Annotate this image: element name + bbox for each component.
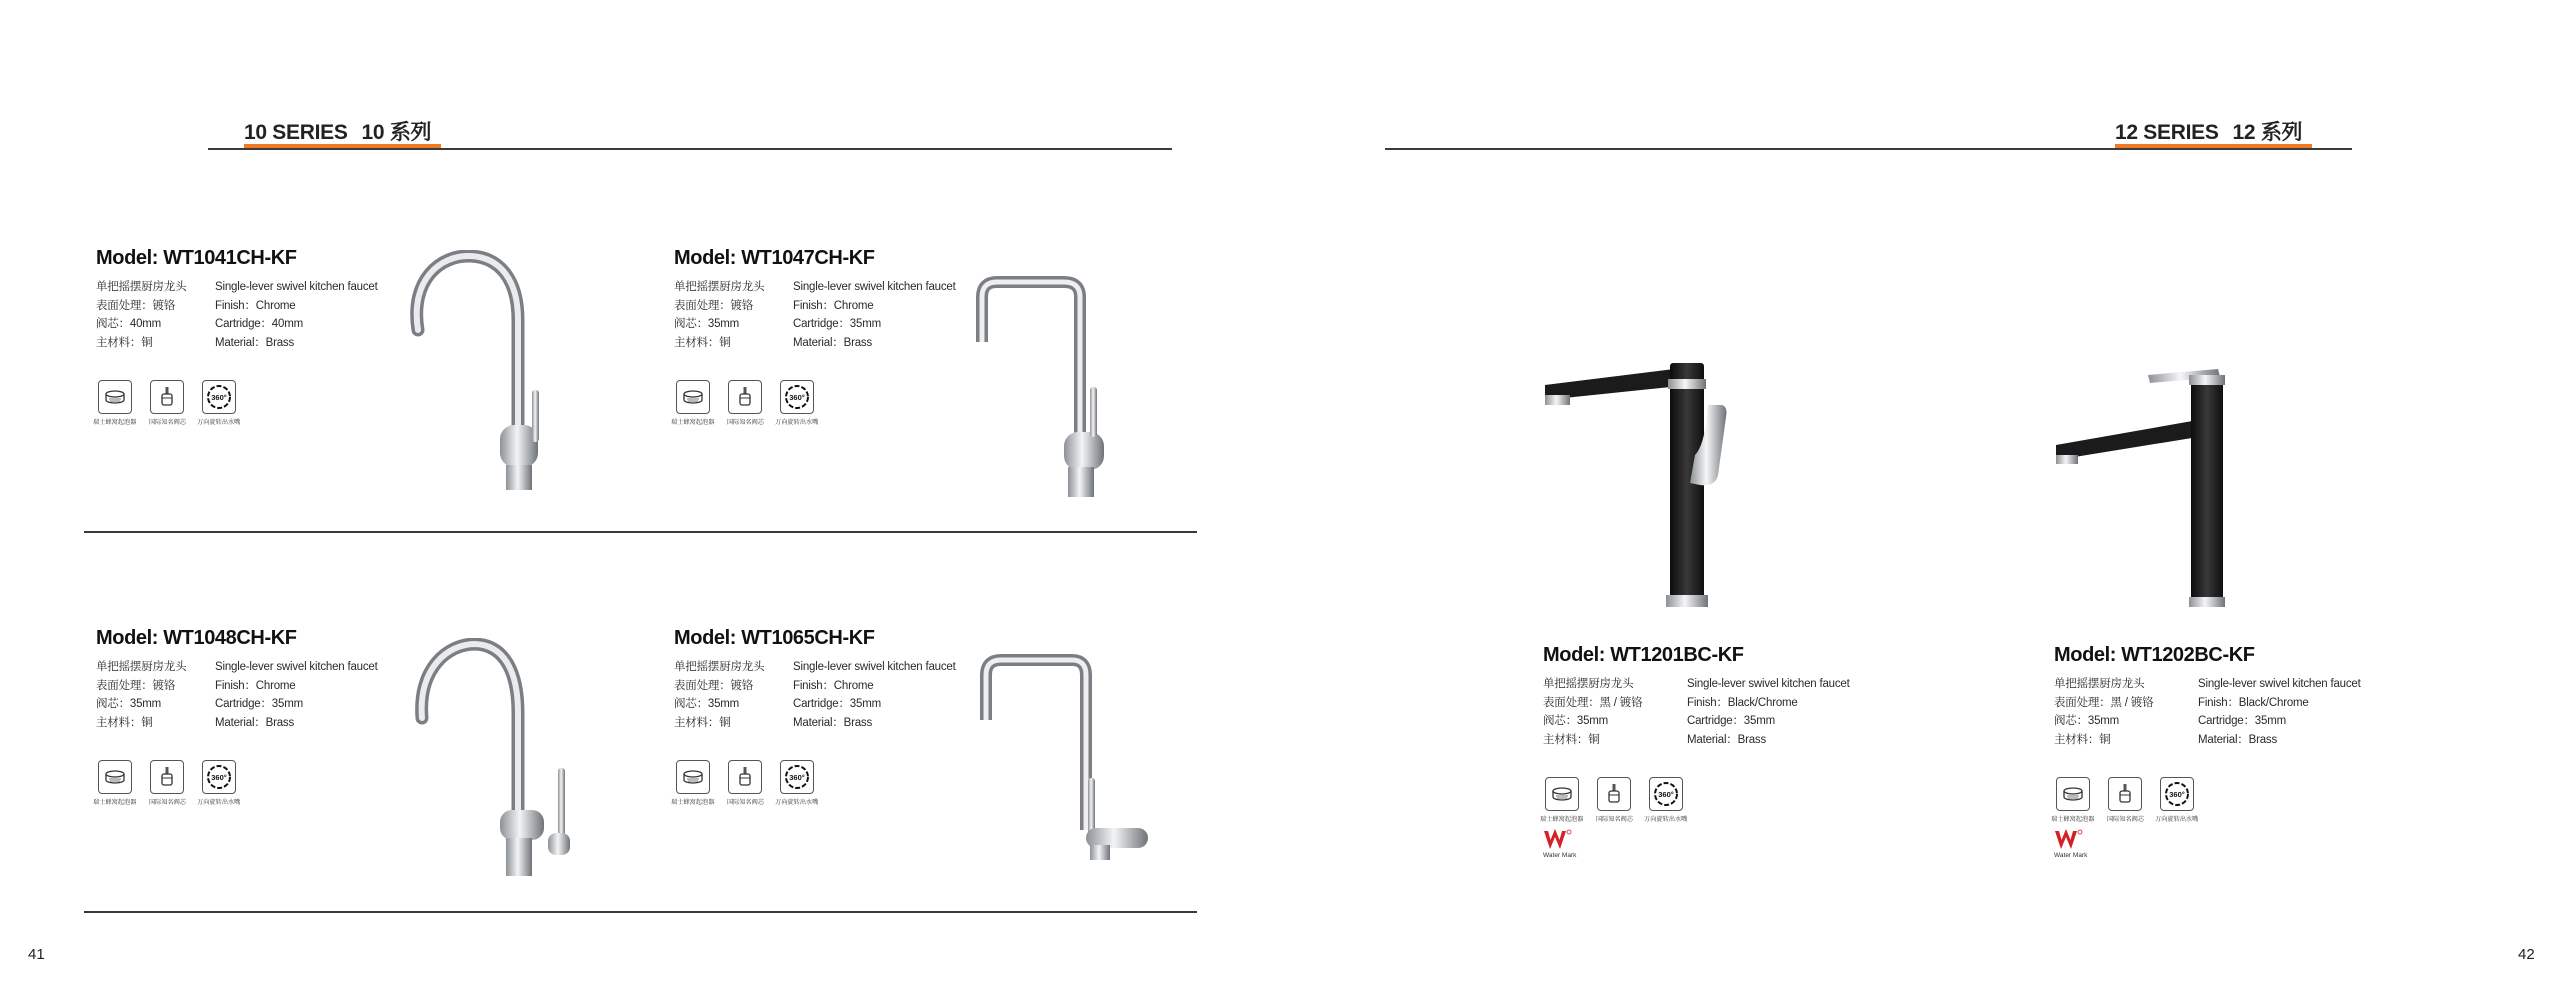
aerator-icon xyxy=(1545,777,1579,811)
svg-text:360°: 360° xyxy=(211,393,227,402)
right-series-label: 12 SERIES xyxy=(2115,121,2219,144)
feature-cartridge xyxy=(2106,777,2144,823)
feature-cartridge xyxy=(726,760,764,806)
feature-caption: 万向旋转出水嘴 xyxy=(775,799,819,806)
svg-text:360°: 360° xyxy=(789,773,805,782)
feature-caption: 国际知名阀芯 xyxy=(148,419,186,426)
feature-rotation xyxy=(197,380,241,426)
svg-text:360°: 360° xyxy=(1658,790,1674,799)
feature-caption: 万向旋转出水嘴 xyxy=(2155,816,2199,823)
model-title: Model: WT1047CH-KF xyxy=(674,247,875,269)
spec-cn-list xyxy=(674,658,793,732)
feature-rotation xyxy=(197,760,241,806)
feature-rotation xyxy=(775,760,819,806)
spec-en-line: Material：Brass xyxy=(793,336,872,349)
spec-en-line: Single-lever swivel kitchen faucet xyxy=(2198,678,2361,690)
feature-caption: 瑞士蜂窝起泡器 xyxy=(671,799,715,806)
spec-en-list xyxy=(793,658,956,732)
feature-caption: 国际知名阀芯 xyxy=(148,799,186,806)
spec-cn-list xyxy=(96,658,215,732)
right-series-cn: 12 系列 xyxy=(2232,121,2303,144)
svg-text:360°: 360° xyxy=(2169,790,2185,799)
spec-en-line: Material：Brass xyxy=(215,716,294,729)
left-series-label: 10 SERIES xyxy=(244,121,348,144)
rotation-360-icon xyxy=(2160,777,2194,811)
rotation-360-icon xyxy=(780,380,814,414)
left-series-heading xyxy=(244,116,431,146)
rotation-360-icon xyxy=(1649,777,1683,811)
feature-rotation xyxy=(2155,777,2199,823)
spec-en-list xyxy=(215,278,378,352)
spec-en-line: Finish：Chrome xyxy=(793,679,874,692)
feature-cartridge xyxy=(1595,777,1633,823)
feature-icons xyxy=(93,760,378,806)
cartridge-icon xyxy=(150,760,184,794)
feature-aerator xyxy=(671,380,715,426)
spec-en-line: Cartridge：40mm xyxy=(215,318,303,330)
faucet-image-wt1048 xyxy=(410,638,590,888)
feature-rotation xyxy=(775,380,819,426)
spec-en-line: Cartridge：35mm xyxy=(2198,715,2286,727)
feature-caption: 万向旋转出水嘴 xyxy=(775,419,819,426)
cartridge-icon xyxy=(2108,777,2142,811)
feature-caption: 瑞士蜂窝起泡器 xyxy=(93,799,137,806)
model-title: Model: WT1202BC-KF xyxy=(2054,644,2255,666)
feature-cartridge xyxy=(726,380,764,426)
feature-aerator xyxy=(1540,777,1584,823)
spec-cn-line: 单把摇摆厨房龙头 xyxy=(96,281,187,293)
feature-caption: 瑞士蜂窝起泡器 xyxy=(2051,816,2095,823)
model-title: Model: WT1201BC-KF xyxy=(1543,644,1744,666)
feature-rotation xyxy=(1644,777,1688,823)
spec-en-line: Material：Brass xyxy=(2198,733,2277,746)
spec-cn-list xyxy=(2054,675,2198,749)
aerator-icon xyxy=(676,380,710,414)
spec-cn-line: 表面处理：黑 / 镀铬 xyxy=(2054,696,2154,709)
spec-cn-line: 主材料：铜 xyxy=(96,716,153,729)
left-series-cn: 10 系列 xyxy=(361,121,432,144)
spec-cn-line: 表面处理：镀铬 xyxy=(96,299,176,312)
feature-caption: 国际知名阀芯 xyxy=(2106,816,2144,823)
spec-cn-line: 单把摇摆厨房龙头 xyxy=(1543,678,1634,690)
feature-icons xyxy=(2051,777,2361,823)
spec-cn-line: 阀芯：35mm xyxy=(2054,715,2120,727)
spec-en-line: Single-lever swivel kitchen faucet xyxy=(1687,678,1850,690)
spec-cn-line: 单把摇摆厨房龙头 xyxy=(96,661,187,673)
right-series-heading xyxy=(2115,116,2302,146)
cartridge-icon xyxy=(1597,777,1631,811)
feature-aerator xyxy=(93,380,137,426)
cartridge-icon xyxy=(150,380,184,414)
watermark-logo xyxy=(2054,829,2361,859)
aerator-icon xyxy=(98,760,132,794)
feature-aerator xyxy=(93,760,137,806)
spec-en-line: Material：Brass xyxy=(1687,733,1766,746)
aerator-icon xyxy=(2056,777,2090,811)
left-bottom-rule xyxy=(84,911,1197,913)
feature-caption: 万向旋转出水嘴 xyxy=(1644,816,1688,823)
feature-caption: 瑞士蜂窝起泡器 xyxy=(93,419,137,426)
watermark-caption: Water Mark xyxy=(1543,852,1577,859)
spec-en-line: Cartridge：35mm xyxy=(793,318,881,330)
model-title: Model: WT1065CH-KF xyxy=(674,627,875,649)
spec-cn-line: 主材料：铜 xyxy=(2054,733,2111,746)
svg-text:360°: 360° xyxy=(789,393,805,402)
right-header-rule xyxy=(1385,148,2352,150)
left-page-number: 41 xyxy=(28,946,45,963)
spec-en-line: Finish：Chrome xyxy=(793,299,874,312)
product-card-wt1202 xyxy=(2051,644,2361,859)
feature-icons xyxy=(671,380,956,426)
feature-aerator xyxy=(671,760,715,806)
spec-cn-line: 主材料：铜 xyxy=(674,336,731,349)
rotation-360-icon xyxy=(202,380,236,414)
cartridge-icon xyxy=(728,380,762,414)
left-middle-rule xyxy=(84,531,1197,533)
spec-cn-line: 阀芯：35mm xyxy=(1543,715,1609,727)
spec-en-line: Cartridge：35mm xyxy=(215,698,303,710)
watermark-logo xyxy=(1543,829,1850,859)
spec-en-line: Material：Brass xyxy=(215,336,294,349)
spec-cn-line: 主材料：铜 xyxy=(674,716,731,729)
spec-cn-line: 单把摇摆厨房龙头 xyxy=(2054,678,2145,690)
model-title: Model: WT1048CH-KF xyxy=(96,627,297,649)
svg-text:360°: 360° xyxy=(211,773,227,782)
faucet-image-wt1047 xyxy=(972,272,1172,507)
spec-en-line: Material：Brass xyxy=(793,716,872,729)
product-card-wt1041 xyxy=(93,247,378,426)
feature-caption: 国际知名阀芯 xyxy=(726,419,764,426)
faucet-image-wt1201 xyxy=(1540,355,1780,615)
spec-en-line: Single-lever swivel kitchen faucet xyxy=(215,661,378,673)
product-card-wt1065 xyxy=(671,627,956,806)
watermark-caption: Water Mark xyxy=(2054,852,2088,859)
spec-cn-line: 主材料：铜 xyxy=(1543,733,1600,746)
cartridge-icon xyxy=(728,760,762,794)
product-card-wt1047 xyxy=(671,247,956,426)
spec-en-line: Finish：Black/Chrome xyxy=(2198,696,2309,709)
spec-en-list xyxy=(215,658,378,732)
right-page-number: 42 xyxy=(2518,946,2535,963)
rotation-360-icon xyxy=(202,760,236,794)
watermark-icon xyxy=(2054,829,2086,851)
feature-icons xyxy=(671,760,956,806)
spec-en-line: Cartridge：35mm xyxy=(793,698,881,710)
feature-cartridge xyxy=(148,760,186,806)
faucet-image-wt1041 xyxy=(400,250,580,500)
aerator-icon xyxy=(98,380,132,414)
spec-en-line: Single-lever swivel kitchen faucet xyxy=(793,661,956,673)
product-card-wt1201 xyxy=(1540,644,1850,859)
spec-en-line: Single-lever swivel kitchen faucet xyxy=(793,281,956,293)
product-card-wt1048 xyxy=(93,627,378,806)
spec-cn-list xyxy=(96,278,215,352)
spec-cn-line: 主材料：铜 xyxy=(96,336,153,349)
spec-cn-line: 阀芯：35mm xyxy=(674,318,740,330)
feature-caption: 万向旋转出水嘴 xyxy=(197,799,241,806)
spec-en-line: Cartridge：35mm xyxy=(1687,715,1775,727)
faucet-image-wt1065 xyxy=(976,650,1176,870)
feature-aerator xyxy=(2051,777,2095,823)
feature-caption: 万向旋转出水嘴 xyxy=(197,419,241,426)
spec-en-line: Finish：Chrome xyxy=(215,299,296,312)
spec-cn-line: 表面处理：镀铬 xyxy=(674,679,754,692)
aerator-icon xyxy=(676,760,710,794)
feature-cartridge xyxy=(148,380,186,426)
spec-en-list xyxy=(2198,675,2361,749)
spec-cn-line: 表面处理：镀铬 xyxy=(96,679,176,692)
watermark-icon xyxy=(1543,829,1575,851)
spec-cn-list xyxy=(674,278,793,352)
spec-en-line: Single-lever swivel kitchen faucet xyxy=(215,281,378,293)
spec-cn-line: 阀芯：40mm xyxy=(96,318,162,330)
rotation-360-icon xyxy=(780,760,814,794)
feature-caption: 瑞士蜂窝起泡器 xyxy=(671,419,715,426)
spec-en-line: Finish：Black/Chrome xyxy=(1687,696,1798,709)
spec-cn-line: 阀芯：35mm xyxy=(674,698,740,710)
feature-icons xyxy=(1540,777,1850,823)
spec-en-list xyxy=(1687,675,1850,749)
model-title: Model: WT1041CH-KF xyxy=(96,247,297,269)
spec-cn-line: 单把摇摆厨房龙头 xyxy=(674,281,765,293)
spec-cn-line: 表面处理：镀铬 xyxy=(674,299,754,312)
spec-cn-line: 单把摇摆厨房龙头 xyxy=(674,661,765,673)
feature-caption: 瑞士蜂窝起泡器 xyxy=(1540,816,1584,823)
left-header-rule xyxy=(208,148,1172,150)
feature-caption: 国际知名阀芯 xyxy=(1595,816,1633,823)
spec-cn-list xyxy=(1543,675,1687,749)
faucet-image-wt1202 xyxy=(2048,365,2248,615)
spec-cn-line: 阀芯：35mm xyxy=(96,698,162,710)
spec-cn-line: 表面处理：黑 / 镀铬 xyxy=(1543,696,1643,709)
spec-en-line: Finish：Chrome xyxy=(215,679,296,692)
feature-caption: 国际知名阀芯 xyxy=(726,799,764,806)
feature-icons xyxy=(93,380,378,426)
spec-en-list xyxy=(793,278,956,352)
